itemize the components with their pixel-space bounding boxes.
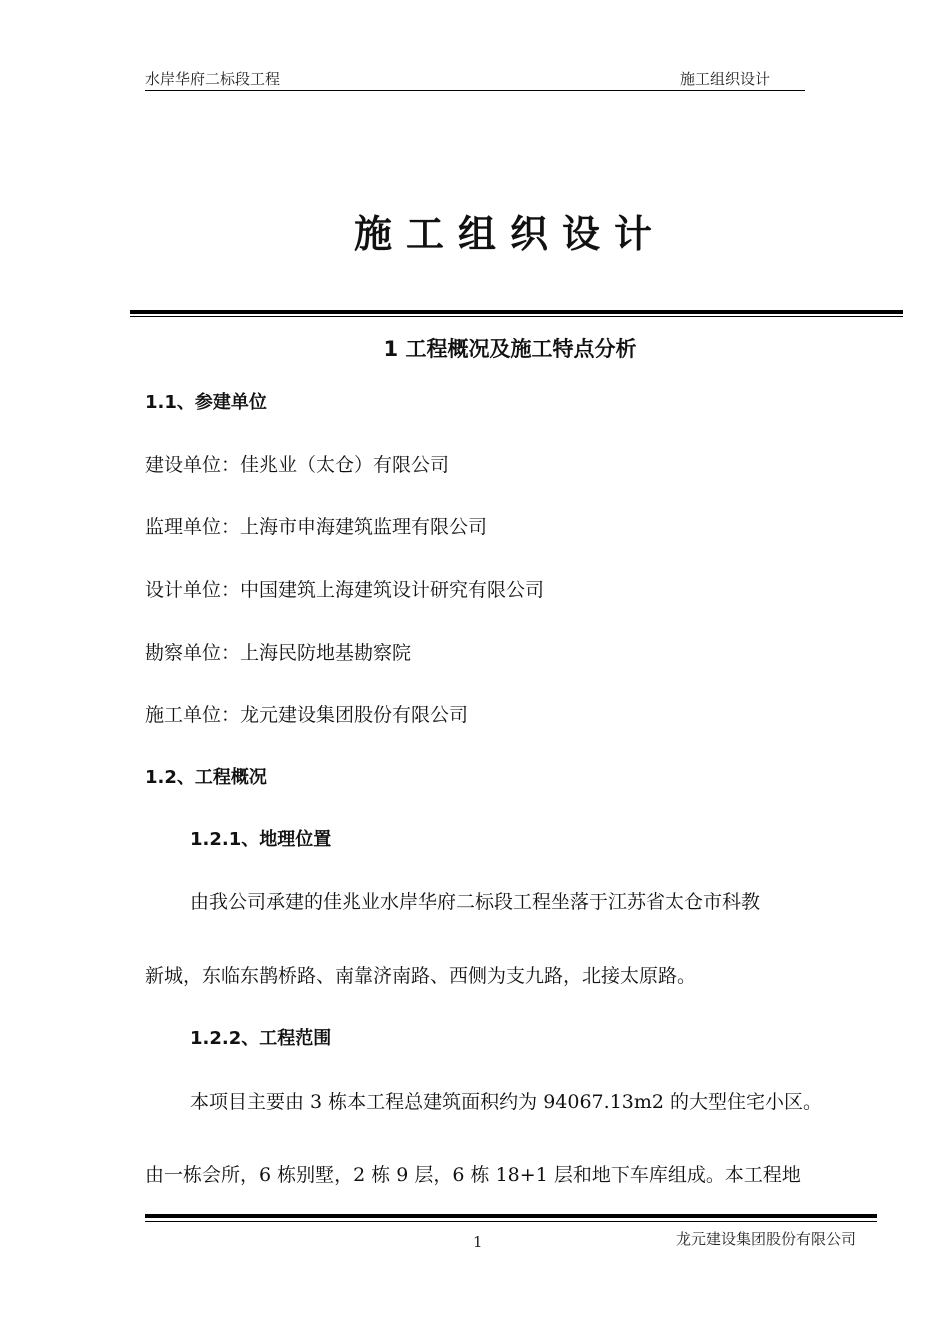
participant-line: 设计单位：中国建筑上海建筑设计研究有限公司 <box>145 579 545 601</box>
participant-line: 监理单位：上海市申海建筑监理有限公司 <box>145 516 488 538</box>
header-right-title: 施工组织设计 <box>680 70 771 88</box>
participant-line: 施工单位：龙元建设集团股份有限公司 <box>145 704 469 726</box>
participant-line: 建设单位：佳兆业（太仓）有限公司 <box>145 454 450 476</box>
footer-company: 龙元建设集团股份有限公司 <box>676 1230 857 1248</box>
footer-rule-thick <box>145 1214 877 1218</box>
header-rule <box>145 90 805 91</box>
participant-line: 勘察单位：上海民防地基勘察院 <box>145 642 412 664</box>
header-left-title: 水岸华府二标段工程 <box>145 70 281 88</box>
subsection-heading-1-2-1: 1.2.1、地理位置 <box>190 829 332 850</box>
page-number: 1 <box>473 1233 483 1251</box>
subsection-heading-1-2: 1.2、工程概况 <box>145 767 267 788</box>
document-title: 施工组织设计 <box>353 212 666 256</box>
paragraph-line: 新城，东临东鹊桥路、南靠济南路、西侧为支九路，北接太原路。 <box>145 965 697 987</box>
title-rule-thin <box>130 316 903 317</box>
title-rule-thick <box>130 310 903 314</box>
paragraph-line: 本项目主要由 3 栋本工程总建筑面积约为 94067.13m2 的大型住宅小区。 <box>190 1091 823 1113</box>
paragraph-line: 由一栋会所，6 栋别墅，2 栋 9 层，6 栋 18+1 层和地下车库组成。本工程地 <box>145 1164 801 1186</box>
subsection-heading-1-1: 1.1、参建单位 <box>145 392 267 413</box>
footer-rule-thin <box>145 1221 877 1222</box>
subsection-heading-1-2-2: 1.2.2、工程范围 <box>190 1028 332 1049</box>
section-heading: 1 工程概况及施工特点分析 <box>383 337 637 361</box>
paragraph-line: 由我公司承建的佳兆业水岸华府二标段工程坐落于江苏省太仓市科教 <box>190 891 761 913</box>
